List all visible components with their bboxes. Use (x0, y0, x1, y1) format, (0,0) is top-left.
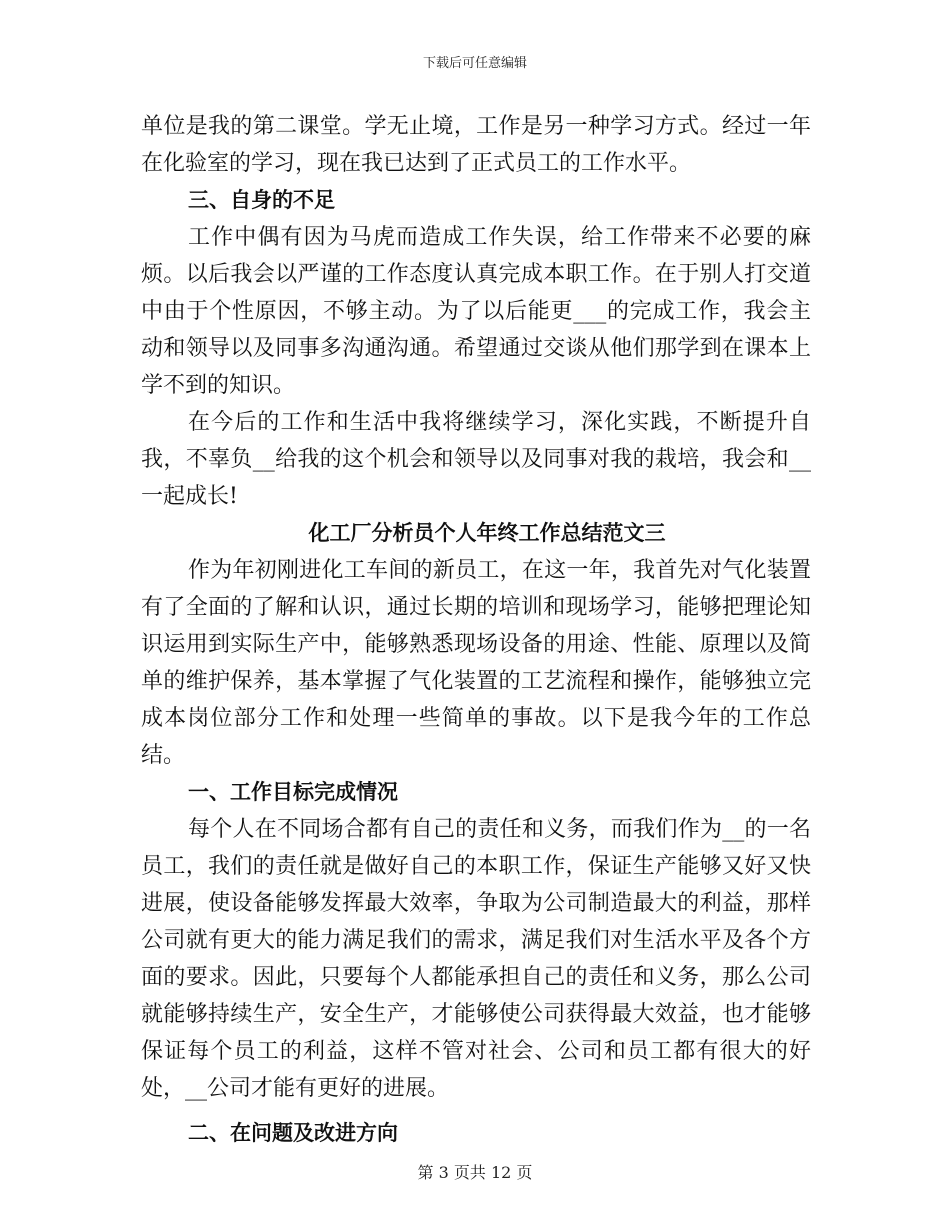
heading-goals: 一、工作目标完成情况 (188, 780, 398, 804)
paragraph-future: 在今后的工作和生活中我将继续学习，深化实践，不断提升自我，不辜负__给我的这个机会和领导以及同事对我的栽培，我会和__一起成长! (141, 410, 811, 509)
page-footer: 第 3 页共 12 页 (417, 1163, 533, 1182)
paragraph-goals: 每个人在不同场合都有自己的责任和义务，而我们作为__的一名员工，我们的责任就是做好自己的本职工作，保证生产能够又好又快进展，使设备能够发挥最大效率，争取为公司制造最大的利益，那样公司就有更大的能力满足我们的需求，满足我们对生活水平及各个方面的要求。因此，只要每个人都能承担自己的责任和义务，那么公司就能够持续生产，安全生产，才能够使公司获得最大效益，也才能够保证每个员工的利益，这样不管对社会、公司和员工都有很大的好处，__公司才能有更好的进展。 (141, 817, 811, 1101)
paragraph-intro: 作为年初刚进化工车间的新员工，在这一年，我首先对气化装置有了全面的了解和认识，通过长期的培训和现场学习，能够把理论知识运用到实际生产中，能够熟悉现场设备的用途、性能、原理以及简单的维护保养，基本掌握了气化装置的工艺流程和操作，能够独立完成本岗位部分工作和处理一些简单的事故。以下是我今年的工作总结。 (141, 558, 811, 768)
heading-problems: 二、在问题及改进方向 (188, 1121, 398, 1145)
section-title: 化工厂分析员个人年终工作总结范文三 (308, 521, 666, 545)
paragraph-continuation: 单位是我的第二课堂。学无止境，工作是另一种学习方式。经过一年在化验室的学习，现在我已达到了正式员工的工作水平。 (141, 114, 811, 176)
document-body (141, 108, 811, 1152)
paragraph-shortcomings: 工作中偶有因为马虎而造成工作失误，给工作带来不必要的麻烦。以后我会以严谨的工作态度认真完成本职工作。在于别人打交道中由于个性原因，不够主动。为了以后能更___的完成工作，我会主动和领导以及同事多沟通沟通。希望通过交谈从他们那学到在课本上学不到的知识。 (141, 225, 811, 398)
page-header: 下载后可任意编辑 (422, 56, 527, 71)
heading-shortcomings: 三、自身的不足 (188, 188, 335, 212)
